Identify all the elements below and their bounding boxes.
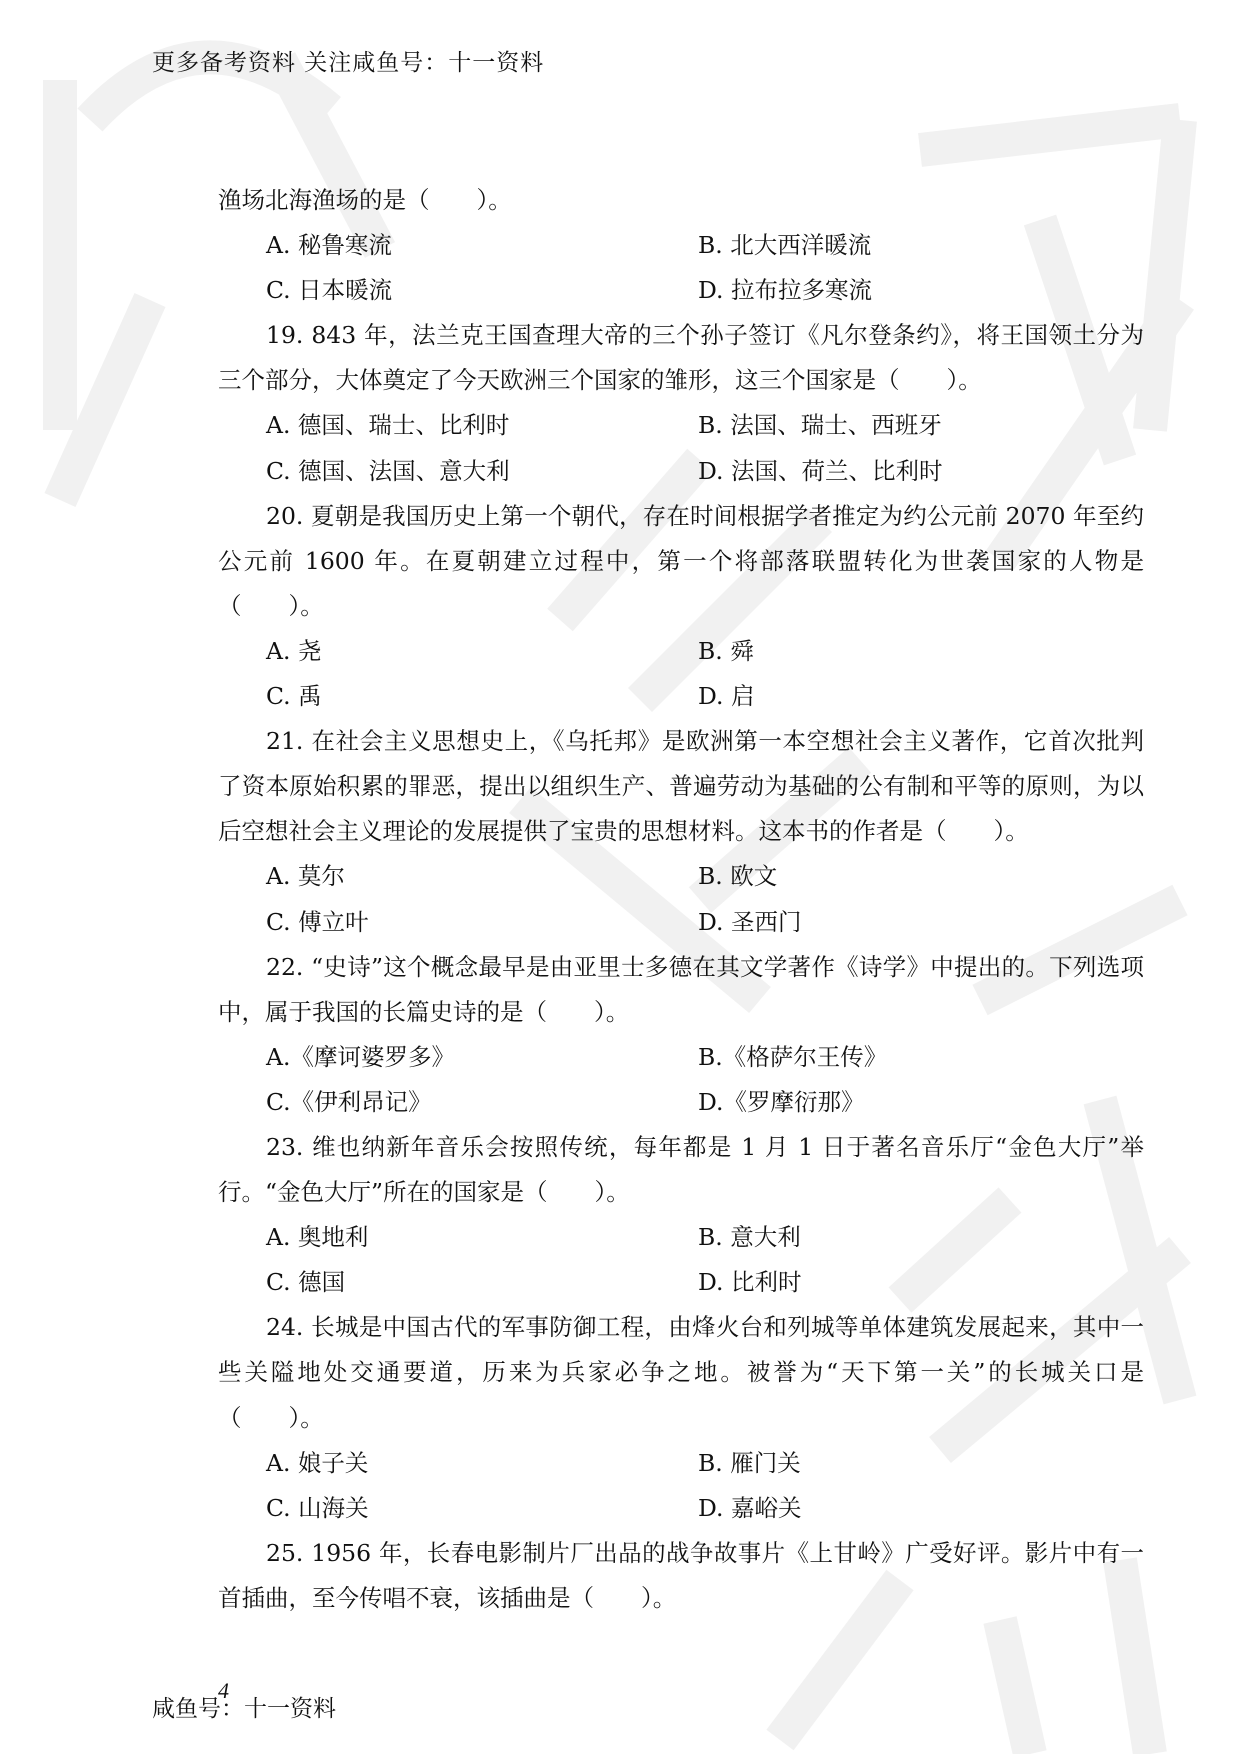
question (218, 1531, 1144, 1621)
question-stem: 21. 在社会主义思想史上，《乌托邦》是欧洲第一本空想社会主义著作，它首次批判了资本原始积累的罪恶，提出以组织生产、普遍劳动为基础的公有制和平等的原则，为以后空想社会主义理论的发展提供了宝贵的思想材料。这本书的作者是（ ）。 (218, 727, 1144, 846)
option: B. 北大西洋暖流 (698, 231, 872, 260)
option: B. 法国、瑞士、西班牙 (698, 411, 942, 440)
question (218, 494, 1144, 719)
question-stem: 19. 843 年，法兰克王国查理大帝的三个孙子签订《凡尔登条约》，将王国领土分为三个部分，大体奠定了今天欧洲三个国家的雏形，这三个国家是（ ）。 (218, 321, 1144, 395)
options (218, 1441, 1144, 1531)
option: B. 舜 (698, 636, 754, 665)
option: A. 莫尔 (266, 862, 345, 891)
question-stem: 25. 1956 年，长春电影制片厂出品的战争故事片《上甘岭》广受好评。影片中有一首插曲，至今传唱不衰，该插曲是（ ）。 (218, 1538, 1144, 1612)
question-stem: 23. 维也纳新年音乐会按照传统，每年都是 1 月 1 日于著名音乐厅“金色大厅”举行。“金色大厅”所在的国家是（ ）。 (218, 1132, 1144, 1207)
question-stem: 20. 夏朝是我国历史上第一个朝代，存在时间根据学者推定为约公元前 2070 年至约公元前 1600 年。在夏朝建立过程中，第一个将部落联盟转化为世袭国家的人物是（ ）。 (218, 501, 1144, 620)
options (218, 854, 1144, 944)
question (218, 945, 1144, 1125)
option: C. 日本暖流 (266, 276, 393, 305)
option: D. 法国、荷兰、比利时 (698, 456, 943, 485)
option: D. 启 (698, 682, 755, 711)
option: A. 尧 (266, 636, 322, 665)
option: B. 欧文 (698, 862, 778, 891)
question (218, 1305, 1144, 1530)
options (218, 223, 1144, 313)
options (218, 1215, 1144, 1305)
option: D.《罗摩衍那》 (698, 1087, 865, 1116)
option: D. 嘉峪关 (698, 1493, 802, 1522)
page-header: 更多备考资料 关注咸鱼号：十一资料 (152, 50, 545, 76)
option: B. 意大利 (698, 1223, 801, 1252)
question-stem: 22. “史诗”这个概念最早是由亚里士多德在其文学著作《诗学》中提出的。下列选项中，属于我国的长篇史诗的是（ ）。 (218, 952, 1144, 1026)
question-stem: 渔场北海渔场的是（ ）。 (218, 186, 512, 214)
option: D. 比利时 (698, 1268, 802, 1297)
option: A. 秘鲁寒流 (266, 231, 392, 260)
option: A. 德国、瑞士、比利时 (266, 411, 510, 440)
question-list (218, 178, 1144, 1621)
question (218, 313, 1144, 493)
options (218, 1035, 1144, 1125)
option: A. 奥地利 (266, 1223, 369, 1252)
page-footer: 咸鱼号：十一资料 (152, 1696, 336, 1722)
option: B. 雁门关 (698, 1448, 801, 1477)
option: A.《摩诃婆罗多》 (266, 1042, 455, 1071)
question-stem: 24. 长城是中国古代的军事防御工程，由烽火台和列城等单体建筑发展起来，其中一些关隘地处交通要道，历来为兵家必争之地。被誉为“天下第一关”的长城关口是（ ）。 (218, 1313, 1144, 1432)
option: C. 傅立叶 (266, 907, 369, 936)
option: C.《伊利昂记》 (266, 1087, 432, 1116)
question (218, 1125, 1144, 1305)
option: C. 山海关 (266, 1493, 369, 1522)
page-number: 4 (218, 1678, 229, 1703)
option: D. 圣西门 (698, 907, 802, 936)
option: A. 娘子关 (266, 1448, 369, 1477)
option: C. 禹 (266, 682, 322, 711)
question (218, 719, 1144, 944)
option: B.《格萨尔王传》 (698, 1042, 888, 1071)
question (218, 178, 1144, 313)
option: D. 拉布拉多寒流 (698, 276, 872, 305)
option: C. 德国 (266, 1268, 346, 1297)
options (218, 629, 1144, 719)
options (218, 403, 1144, 493)
option: C. 德国、法国、意大利 (266, 456, 510, 485)
